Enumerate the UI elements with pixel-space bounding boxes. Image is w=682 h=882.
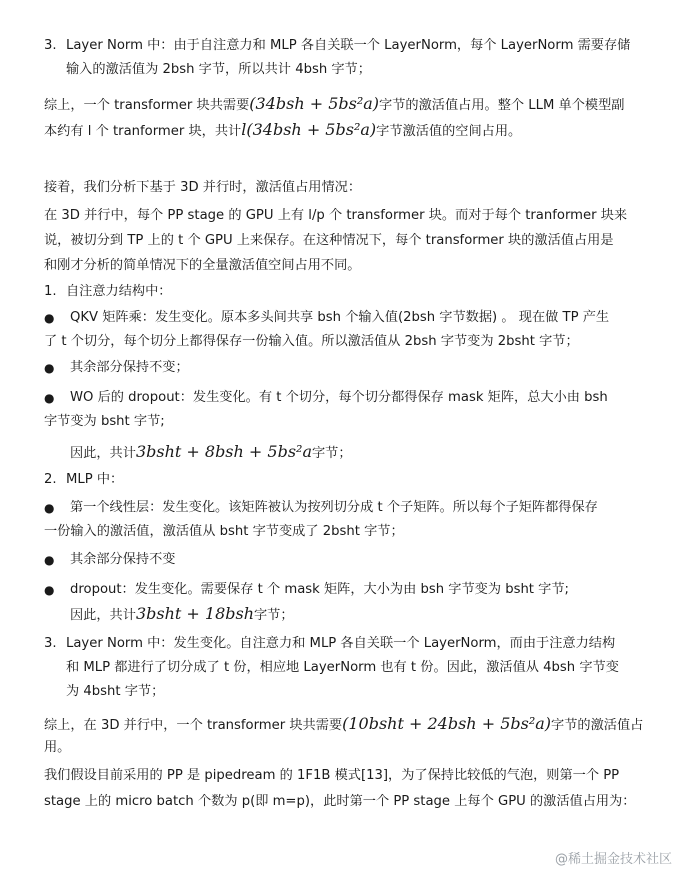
summary-1-line2: 本约有 l 个 tranformer 块，共计l(34bsh + 5bs²a)字节激活值的空间占用。 [44, 120, 522, 139]
bullet-linear-line1: 第一个线性层：发生变化。该矩阵被认为按列切分成 t 个子矩阵。所以每个子矩阵都得保存 [70, 500, 598, 515]
summary-2-line2: 用。 [44, 740, 71, 755]
formula: 3bsht + 8bsh + 5bs²a [135, 442, 312, 461]
therefore-2: 因此，共计3bsht + 18bsh字节； [70, 604, 294, 623]
formula: (10bsht + 24bsh + 5bs²a) [342, 714, 552, 733]
bullet-linear-line2: 一份输入的激活值，激活值从 bsht 字节变成了 2bsht 字节； [44, 524, 404, 539]
bullet-qkv-line1: QKV 矩阵乘：发生变化。原本多头间共享 bsh 个输入值(2bsh 字节数据) 。 现在做 TP 产生 [70, 310, 610, 325]
para-line3: 和刚才分析的简单情况下的全量激活值空间占用不同。 [44, 258, 361, 273]
bullet-icon: ● [44, 311, 55, 325]
bullet-rest-unchanged: 其余部分保持不变； [70, 360, 189, 375]
formula: (34bsh + 5bs²a) [249, 94, 380, 113]
watermark: @稀土掘金技术社区 [554, 852, 672, 867]
formula: 3bsht + 18bsh [135, 604, 254, 623]
item-3-layernorm-line2: 输入的激活值为 2bsh 字节，所以共计 4bsh 字节； [66, 62, 371, 77]
bullet-dropout-mlp: dropout：发生变化。需要保存 t 个 mask 矩阵，大小为由 bsh 字节变为 bsht 字节; [70, 582, 569, 597]
section-2-heading: 2. MLP 中： [44, 472, 124, 487]
bullet-icon: ● [44, 391, 55, 405]
bullet-icon: ● [44, 553, 55, 567]
intro-line: 接着，我们分析下基于 3D 并行时，激活值占用情况： [44, 180, 362, 195]
formula: l(34bsh + 5bs²a) [241, 120, 377, 139]
bullet-icon: ● [44, 361, 55, 375]
bullet-rest-unchanged-2: 其余部分保持不变 [70, 552, 176, 567]
summary-2-line1: 综上，在 3D 并行中，一个 transformer 块共需要(10bsht + 24bsh + 5bs²a)字节的激活值占 [44, 714, 644, 733]
item-3-layernorm-line1: 3. Layer Norm 中：由于自注意力和 MLP 各自关联一个 LayerNorm，每个 LayerNorm 需要存储 [44, 38, 631, 53]
bullet-icon: ● [44, 501, 55, 515]
bullet-icon: ● [44, 583, 55, 597]
para-line2: 说，被切分到 TP 上的 t 个 GPU 上来保存。在这种情况下，每个 transformer 块的激活值占用是 [44, 233, 614, 248]
bullet-dropout-line2: 字节变为 bsht 字节; [44, 414, 165, 429]
final-line1: 我们假设目前采用的 PP 是 pipedream 的 1F1B 模式[13]，为了保持比较低的气泡，则第一个 PP [44, 768, 620, 783]
section-1-heading: 1. 自注意力结构中： [44, 284, 172, 299]
therefore-1: 因此，共计3bsht + 8bsh + 5bs²a字节； [70, 442, 352, 461]
section-3-line3: 为 4bsht 字节； [66, 684, 165, 699]
para-line1: 在 3D 并行中，每个 PP stage 的 GPU 上有 l/p 个 transformer 块。而对于每个 tranformer 块来 [44, 208, 628, 223]
bullet-qkv-line2: 了 t 个切分，每个切分上都得保存一份输入值。所以激活值从 2bsh 字节变为 2bsht 字节； [44, 334, 579, 349]
bullet-dropout-line1: WO 后的 dropout：发生变化。有 t 个切分，每个切分都得保存 mask 矩阵，总大小由 bsh [70, 390, 608, 405]
section-3-line1: 3. Layer Norm 中：发生变化。自注意力和 MLP 各自关联一个 LayerNorm，而由于注意力结构 [44, 636, 616, 651]
summary-1-line1: 综上，一个 transformer 块共需要(34bsh + 5bs²a)字节的激活值占用。整个 LLM 单个模型副 [44, 94, 625, 113]
final-line2: stage 上的 micro batch 个数为 p(即 m=p)，此时第一个 PP stage 上每个 GPU 的激活值占用为： [44, 794, 636, 809]
section-3-line2: 和 MLP 都进行了切分成了 t 份，相应地 LayerNorm 也有 t 份。因此，激活值从 4bsh 字节变 [66, 660, 619, 675]
